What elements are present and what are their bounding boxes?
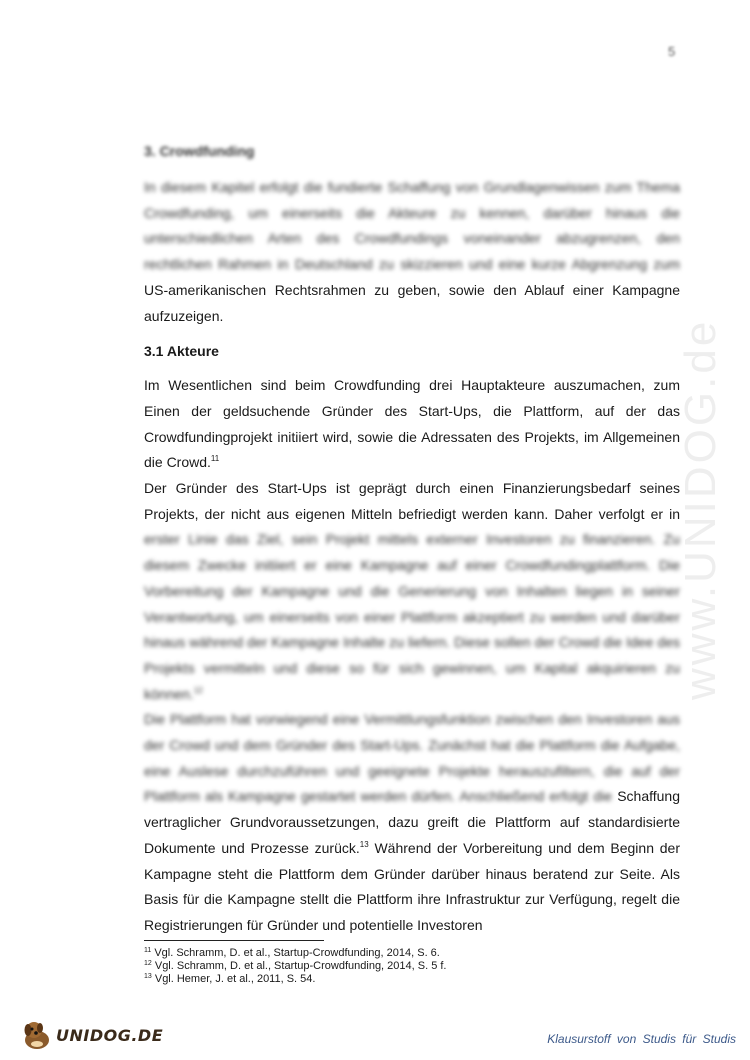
subsection-heading: 3.1 Akteure (144, 343, 219, 360)
page-number: 5 (668, 44, 676, 59)
footnote-ref-13: 13 (359, 839, 369, 849)
footnote-text: Vgl. Schramm, D. et al., Startup-Crowdfunding, 2014, S. 5 f. (151, 960, 447, 972)
footnote-number: 12 (144, 960, 152, 967)
paragraph-2 (144, 476, 680, 707)
footnote-number: 13 (144, 973, 152, 980)
footnote-item (144, 947, 447, 960)
paragraph-1 (144, 373, 680, 476)
footnote-separator (144, 940, 324, 941)
paragraph-1-text: Im Wesentlichen sind beim Crowdfunding drei Hauptakteure auszumachen, zum Einen der geldsuchende Gründer des Start-Ups, die Plattform, auf der das Crowdfundingprojekt initiiert wird, sowie die Adressaten des Projekts, im Allgemeinen die Crowd. (144, 377, 680, 471)
intro-paragraph (144, 175, 680, 329)
footnotes (144, 947, 447, 986)
dog-mascot-icon (20, 1018, 54, 1052)
footnote-item (144, 973, 447, 986)
section-heading: 3. Crowdfunding (144, 143, 255, 159)
footnote-item (144, 960, 447, 973)
watermark: www.UNIDOG.de (676, 318, 725, 700)
paragraph-3-clear-text: Schaffung vertraglicher Grundvoraussetzungen, dazu greift die Plattform auf standardisierte Dokumente und Prozesse zurück. (144, 788, 680, 856)
footer-tagline: Klausurstoff von Studis für Studis (547, 1032, 736, 1046)
intro-clear-text: US-amerikanischen Rechtsrahmen zu geben, sowie den Ablauf einer Kampagne aufzuzeigen. (144, 281, 680, 324)
footnote-number: 11 (144, 947, 152, 954)
logo-text: UNIDOG.DE (56, 1025, 164, 1045)
paragraph-3 (144, 707, 680, 938)
document-body (144, 143, 680, 939)
footnote-ref-11: 11 (210, 454, 220, 464)
unidog-logo (20, 1018, 163, 1052)
paragraph-3-rest-text: Während der Vorbereitung und dem Beginn der Kampagne steht die Plattform dem Gründer darüber hinaus beratend zur Seite. Als Basis für die Kampagne stellt die Plattform ihre Infrastruktur zur Verfügung, regelt die Registrierungen für Gründer und potentielle Investoren (144, 839, 680, 933)
footnote-text: Vgl. Hemer, J. et al., 2011, S. 54. (151, 973, 316, 985)
paragraph-2-clear-text: Der Gründer des Start-Ups ist geprägt durch einen Finanzierungsbedarf seines Projekts, der nicht aus eigenen Mitteln befriedigt werden kann. Daher verfolgt er in (144, 480, 680, 522)
footnote-ref-12: 12 (193, 685, 203, 695)
footnote-text: Vgl. Schramm, D. et al., Startup-Crowdfunding, 2014, S. 6. (151, 947, 440, 959)
paragraph-2-blurred-text: erster Linie das Ziel, sein Projekt mittels externer Investoren zu finanzieren. Zu diesem Zwecke initiiert er eine Kampagne auf einer Crowdfundingplattform. Die Vorbereitung der Kampagne und die Generierung von Inhalten liegen in seiner Verantwortung, um einerseits von einer Plattform akzeptiert zu werden und darüber hinaus während der Kampagne Inhalte zu liefern. Diese sollen der Crowd die Idee des Projekts vermitteln und diese so für sich gewinnen, um Kapital akquirieren zu können. (144, 531, 680, 702)
intro-blurred-text: In diesem Kapitel erfolgt die fundierte Schaffung von Grundlagenwissen zum Thema Crowdfunding, um einerseits die Akteure zu kennen, darüber hinaus die unterschiedlichen Arten des Crowdfundings voneinander abzugrenzen, den rechtlichen Rahmen in Deutschland zu skizzieren und eine kurze Abgrenzung zum (144, 179, 680, 273)
paragraph-3-blurred-text: Die Plattform hat vorwiegend eine Vermittlungsfunktion zwischen den Investoren aus der Crowd und dem Gründer des Start-Ups. Zunächst hat die Plattform die Aufgabe, eine Auslese durchzuführen und geeignete Projekte herauszufiltern, die auf der Plattform als Kampagne gestartet werden dürfen. Anschließend erfolgt die (144, 711, 680, 805)
